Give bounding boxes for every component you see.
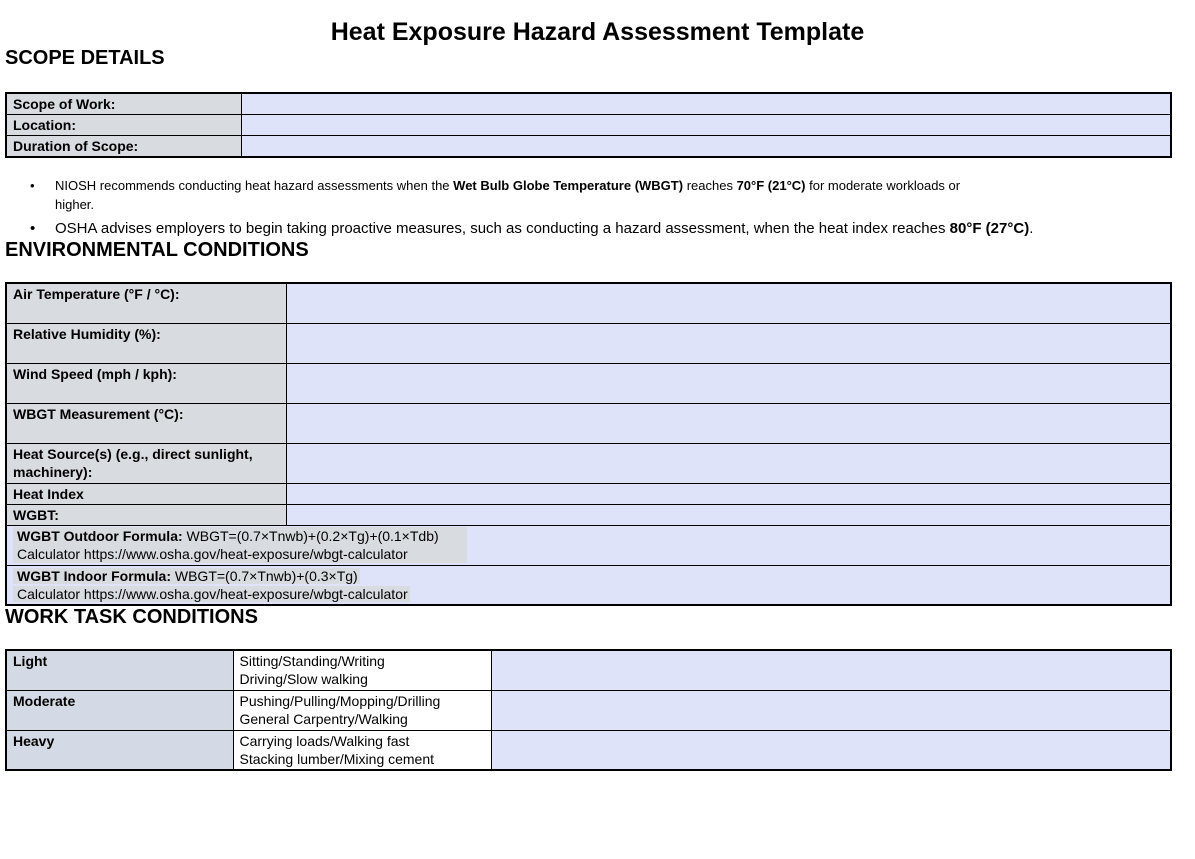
work-task-conditions-table bbox=[5, 649, 1172, 771]
scope-details-table bbox=[5, 92, 1172, 158]
wgbt-input[interactable] bbox=[286, 504, 1171, 525]
wgbt-indoor-formula-cell bbox=[6, 565, 1171, 605]
relative-humidity-input[interactable] bbox=[286, 323, 1171, 363]
niosh-note bbox=[30, 176, 1155, 214]
scope-of-work-input[interactable] bbox=[241, 93, 1171, 115]
work-level-heavy-input[interactable] bbox=[491, 730, 1171, 770]
section-heading-work-task-conditions: WORK TASK CONDITIONS bbox=[5, 606, 258, 628]
air-temperature-label: Air Temperature (°F / °C): bbox=[6, 283, 286, 323]
location-input[interactable] bbox=[241, 115, 1171, 136]
work-level-moderate-input[interactable] bbox=[491, 690, 1171, 730]
niosh-note-text: NIOSH recommends conducting heat hazard assessments when the Wet Bulb Globe Temperature (WBGT) reaches 70°F (21°C) for moderate workloads or higher. bbox=[55, 178, 961, 212]
osha-note bbox=[30, 219, 1155, 239]
bullet-icon: • bbox=[30, 178, 35, 193]
heat-sources-label: Heat Source(s) (e.g., direct sunlight, machinery): bbox=[6, 443, 286, 483]
calculator-url: Calculator https://www.osha.gov/heat-exposure/wbgt-calculator bbox=[13, 586, 410, 602]
wgbt-indoor-formula-text: WGBT Indoor Formula: WBGT=(0.7×Tnwb)+(0.3×Tg) bbox=[13, 568, 360, 584]
air-temperature-input[interactable] bbox=[286, 283, 1171, 323]
work-level-moderate-examples: Pushing/Pulling/Mopping/Drilling General Carpentry/Walking bbox=[233, 690, 491, 730]
work-level-light-label: Light bbox=[6, 650, 233, 690]
wind-speed-label: Wind Speed (mph / kph): bbox=[6, 363, 286, 403]
section-heading-scope-details: SCOPE DETAILS bbox=[5, 47, 165, 69]
page-title: Heat Exposure Hazard Assessment Template bbox=[330, 18, 865, 46]
wind-speed-input[interactable] bbox=[286, 363, 1171, 403]
heat-index-input[interactable] bbox=[286, 483, 1171, 504]
osha-note-text: OSHA advises employers to begin taking proactive measures, such as conducting a hazard assessment, when the heat index reaches 80°F (27°C). bbox=[55, 220, 1034, 237]
wgbt-outdoor-formula-cell bbox=[6, 525, 1171, 565]
wgbt-outdoor-formula-text: WGBT Outdoor Formula: WBGT=(0.7×Tnwb)+(0.2×Tg)+(0.1×Tdb) Calculator https://www.osha.gov/heat-exposure/wbgt-calculator bbox=[13, 527, 467, 563]
calculator-url: Calculator https://www.osha.gov/heat-exposure/wbgt-calculator bbox=[17, 545, 408, 562]
wgbt-label: WGBT: bbox=[6, 504, 286, 525]
work-level-light-examples: Sitting/Standing/Writing Driving/Slow walking bbox=[233, 650, 491, 690]
location-label: Location: bbox=[6, 115, 241, 136]
work-level-heavy-examples: Carrying loads/Walking fast Stacking lumber/Mixing cement bbox=[233, 730, 491, 770]
environmental-conditions-table bbox=[5, 282, 1172, 606]
guidance-notes bbox=[30, 176, 1155, 239]
heat-index-label: Heat Index bbox=[6, 483, 286, 504]
duration-of-scope-input[interactable] bbox=[241, 136, 1171, 158]
wbgt-measurement-input[interactable] bbox=[286, 403, 1171, 443]
section-heading-environmental-conditions: ENVIRONMENTAL CONDITIONS bbox=[5, 239, 309, 261]
wbgt-measurement-label: WBGT Measurement (°C): bbox=[6, 403, 286, 443]
work-level-light-input[interactable] bbox=[491, 650, 1171, 690]
work-level-heavy-label: Heavy bbox=[6, 730, 233, 770]
relative-humidity-label: Relative Humidity (%): bbox=[6, 323, 286, 363]
work-level-moderate-label: Moderate bbox=[6, 690, 233, 730]
duration-of-scope-label: Duration of Scope: bbox=[6, 136, 241, 158]
scope-of-work-label: Scope of Work: bbox=[6, 93, 241, 115]
bullet-icon: • bbox=[30, 220, 36, 237]
heat-sources-input[interactable] bbox=[286, 443, 1171, 483]
